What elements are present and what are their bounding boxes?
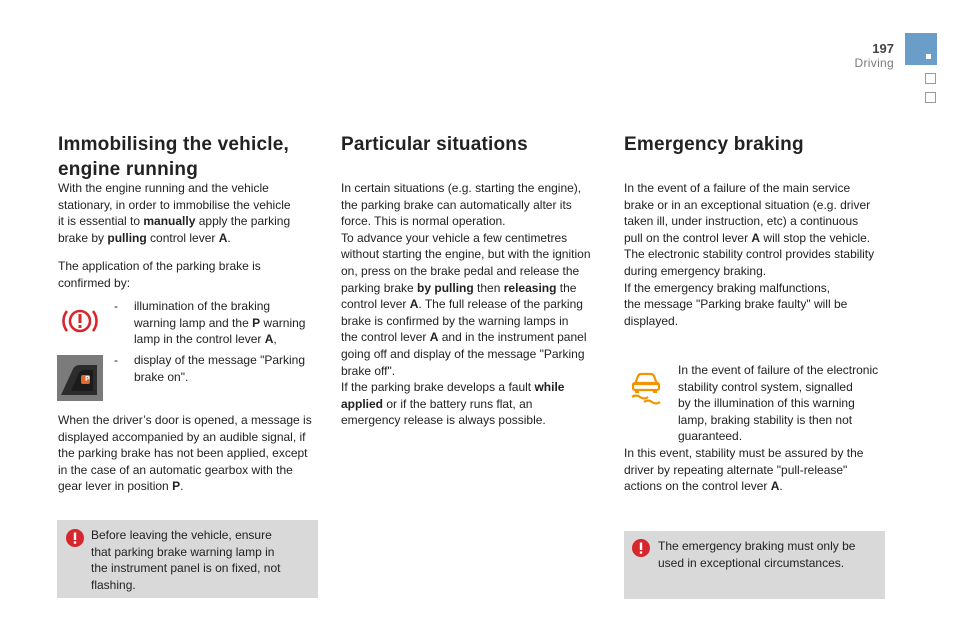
bold-term: pulling <box>107 230 147 245</box>
text-line: emergency release is always possible. <box>341 413 546 428</box>
text-line: brake is confirmed by the warning lamps in <box>341 313 569 328</box>
emergency-braking-paragraph <box>624 180 894 329</box>
text-line: The application of the parking brake is <box>58 259 261 273</box>
bullet-item-illumination <box>114 298 324 358</box>
text-line: brake off". <box>341 363 396 378</box>
text-line: . The full release of the parking <box>418 297 583 312</box>
warning-exclamation-icon <box>632 539 650 557</box>
parking-brake-lever-image <box>57 355 103 401</box>
text-line: by the illumination of this warning <box>678 396 855 411</box>
bold-term: A <box>770 479 780 494</box>
text-line: the parking brake has not been applied, except <box>58 446 308 461</box>
text-line: pull on the control lever <box>624 230 752 245</box>
bullet-text <box>134 352 305 385</box>
tab-marker-icon <box>926 54 931 59</box>
text-line: displayed accompanied by an audible signal, if <box>58 429 306 444</box>
bold-term: P <box>252 315 261 330</box>
text-line: parking brake <box>341 280 418 295</box>
bold-term: applied <box>341 396 384 411</box>
bullet-dash: - <box>114 299 118 313</box>
page-number: 197 <box>872 41 894 56</box>
brake-warning-lamp-icon <box>57 299 103 345</box>
text-line: without starting the engine, but with the ignition <box>341 247 591 262</box>
text-line: To advance your vehicle a few centimetres <box>341 230 568 245</box>
bold-term: A <box>429 330 439 345</box>
text-line: If the parking brake develops a fault <box>341 380 535 395</box>
bold-term: by pulling <box>417 280 474 295</box>
text-line: When the driver’s door is opened, a message is <box>58 413 312 427</box>
text-line: guaranteed. <box>678 429 743 444</box>
text-line: In this event, stability must be assured by the <box>624 446 864 460</box>
text-line: then <box>473 280 504 295</box>
text-line: , <box>273 332 277 347</box>
note-text <box>658 538 878 571</box>
text-line: lamp, braking stability is then not <box>678 412 853 427</box>
immobilising-paragraph <box>58 180 318 246</box>
text-line: the <box>556 280 577 295</box>
text-line: If the emergency braking malfunctions, <box>624 280 831 295</box>
text-line: the control lever <box>341 330 430 345</box>
text-line: illumination of the braking <box>134 299 271 313</box>
bold-term: manually <box>143 214 196 229</box>
text-line: the message "Parking brake faulty" will be <box>624 297 848 312</box>
door-open-paragraph <box>58 412 323 495</box>
text-line: it is essential to <box>58 214 144 229</box>
text-line: and in the instrument panel <box>438 330 587 345</box>
text-line: gear lever in position <box>58 479 173 494</box>
text-line: stationary, in order to immobilise the vehicle <box>58 197 291 212</box>
bullet-text <box>134 298 305 348</box>
text-line: brake or in an exceptional situation (e.g. driver <box>624 197 871 212</box>
note-box-leaving-vehicle <box>57 520 318 598</box>
chapter-tab-active[interactable] <box>905 33 937 65</box>
text-line: force. This is normal operation. <box>341 214 506 229</box>
text-line: in the case of an automatic gearbox with the <box>58 462 293 477</box>
text-line: stability control system, signalled <box>678 379 853 394</box>
heading-line: engine running <box>58 159 199 180</box>
text-line: or if the battery runs flat, an <box>383 396 533 411</box>
bold-term: A <box>409 297 419 312</box>
text-line: brake by <box>58 230 108 245</box>
text-line: going off and display of the message "Parking <box>341 346 585 361</box>
text-line: actions on the control lever <box>624 479 771 494</box>
text-line: taken ill, under instruction, etc) a continuous <box>624 214 859 229</box>
text-line: will stop the vehicle. <box>760 230 871 245</box>
bold-term: releasing <box>503 280 557 295</box>
text-line: warning <box>260 315 306 330</box>
bullet-item-message <box>114 352 324 392</box>
text-line: Before leaving the vehicle, ensure <box>91 528 272 542</box>
text-line: . <box>180 479 184 494</box>
heading-emergency-braking: Emergency braking <box>624 134 804 155</box>
bold-term: A <box>751 230 761 245</box>
note-text <box>91 527 311 593</box>
text-line: In the event of a failure of the main service <box>624 181 851 195</box>
text-line: In certain situations (e.g. starting the engine), <box>341 181 582 195</box>
heading-particular-situations: Particular situations <box>341 134 528 155</box>
text-line: flashing. <box>91 577 136 592</box>
bullet-dash: - <box>114 353 118 367</box>
note-box-emergency-braking <box>624 531 885 599</box>
text-line: that parking brake warning lamp in <box>91 544 275 559</box>
chapter-tab[interactable] <box>925 73 936 84</box>
text-line: lamp in the control lever <box>134 332 265 347</box>
text-line: display of the message "Parking <box>134 353 306 367</box>
text-line: on, press on the brake pedal and release the <box>341 263 580 278</box>
text-line: driver by repeating alternate "pull-release" <box>624 462 848 477</box>
text-line: With the engine running and the vehicle <box>58 181 269 195</box>
text-line: confirmed by: <box>58 275 131 290</box>
text-line: The emergency braking must only be <box>658 539 856 553</box>
lever-lamp-letter: P <box>85 376 90 383</box>
text-line: brake on". <box>134 369 189 384</box>
chapter-tab[interactable] <box>925 92 936 103</box>
confirmation-paragraph <box>58 258 318 291</box>
text-line: . <box>779 479 783 494</box>
bold-term: A <box>218 230 228 245</box>
text-line: used in exceptional circumstances. <box>658 555 845 570</box>
warning-exclamation-icon <box>66 529 84 547</box>
bold-term: P <box>172 479 181 494</box>
text-line: the instrument panel is on fixed, not <box>91 561 281 576</box>
text-line: displayed. <box>624 313 679 328</box>
stability-control-warning-icon <box>626 366 666 406</box>
text-line: the parking brake can automatically alter its <box>341 197 572 212</box>
text-line: . <box>227 230 231 245</box>
text-line: during emergency braking. <box>624 263 767 278</box>
text-line: warning lamp and the <box>134 315 253 330</box>
section-name: Driving <box>854 56 894 70</box>
bold-term: A <box>264 332 274 347</box>
bold-term: while <box>534 380 565 395</box>
text-line: apply the parking <box>195 214 291 229</box>
heading-immobilising <box>58 132 289 182</box>
text-line: The electronic stability control provides stability <box>624 247 875 262</box>
text-line: control lever <box>146 230 219 245</box>
particular-situations-paragraph <box>341 180 606 429</box>
esp-failure-paragraph <box>678 362 898 445</box>
heading-line: Immobilising the vehicle, <box>58 134 289 155</box>
pull-release-paragraph <box>624 445 894 495</box>
text-line: In the event of failure of the electronic <box>678 363 879 377</box>
text-line: control lever <box>341 297 410 312</box>
